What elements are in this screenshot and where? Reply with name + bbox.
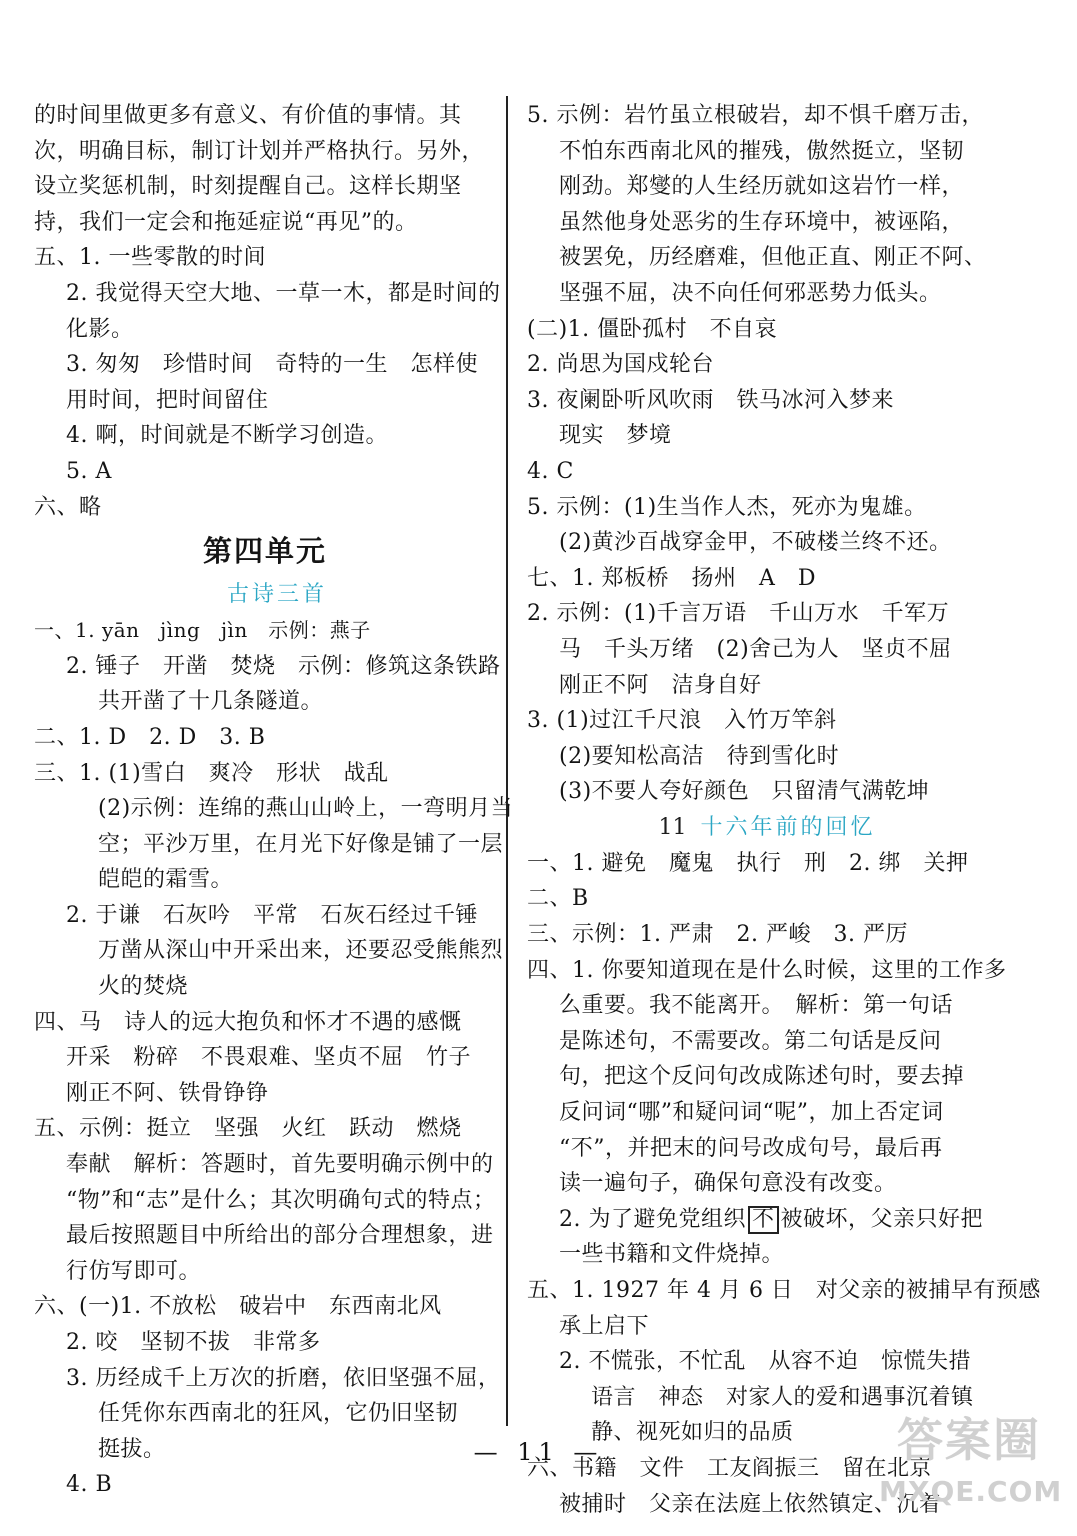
answer-line: 是陈述句，不需要改。第二句话是反问 [559,1028,942,1054]
answer-line: 三、示例：1. 严肃 2. 严峻 3. 严厉 [527,922,908,948]
answer-line: 5. A [66,458,112,484]
answer-line: 一、1. yān jìng jìn 示例：燕子 [34,618,371,643]
answer-line: (2)黄沙百战穿金甲，不破楼兰终不还。 [559,530,952,556]
answer-line: 坚强不屈，决不向任何邪恶势力低头。 [559,280,942,306]
answer-line: 五、示例：挺立 坚强 火红 跃动 燃烧 [34,1116,462,1142]
corrected-character-box: 不 [748,1206,779,1234]
answer-line: 六、书籍 文件 工友阎振三 留在北京 [527,1455,933,1481]
answer-line: 奉献 解析：答题时，首先要明确示例中的 [66,1152,494,1178]
answer-line: 2. 示例：(1)千言万语 千山万水 千军万 [527,601,950,627]
answer-line: 3. 匆匆 珍惜时间 奇特的一生 怎样使 [66,352,478,378]
answer-line: 二、B [527,886,589,912]
watermark-logo [879,1408,1063,1528]
answer-line: 皑皑的霜雪。 [98,867,234,893]
answer-line: (二)1. 僵卧孤村 不自哀 [527,316,778,342]
lesson-title: 古诗三首 [226,582,327,608]
answer-line: 四、马 诗人的远大抱负和怀才不遇的感慨 [34,1009,462,1035]
answer-line: 二、1. D 2. D 3. B [34,724,266,750]
answer-line: 用时间，把时间留住 [66,387,269,413]
answer-line: 空；平沙万里，在月光下好像是铺了一层 [98,831,504,857]
answer-line: 挺拔。 [98,1436,166,1462]
lesson-number: 11 [658,814,687,840]
answer-line: 5. 示例：(1)生当作人杰，死亦为鬼雄。 [527,494,927,520]
answer-line: 2. 于谦 石灰吟 平常 石灰石经过千锤 [66,902,478,928]
answer-line: 4. C [527,458,574,484]
watermark-text: 答案圈 [897,1413,1041,1467]
answer-line: 五、1. 1927 年 4 月 6 日 对父亲的被捕早有预感 [527,1278,1041,1303]
answer-line: 六、略 [34,494,102,520]
answer-line: 任凭你东西南北的狂风，它仍旧坚韧 [98,1401,459,1427]
answer-line: 么重要。我不能离开。 解析：第一句话 [559,993,954,1019]
column-divider [506,96,508,1426]
answer-line: 开采 粉碎 不畏艰难、坚贞不屈 竹子 [66,1045,472,1071]
answer-line: “不”，并把末的问号改成句号，最后再 [559,1135,943,1161]
answer-line: 被捕时 父亲在法庭上依然镇定、沉着 [559,1491,942,1517]
unit-title: 第四单元 [202,534,327,569]
answer-line: 句，把这个反问句改成陈述句时，要去掉 [559,1064,965,1090]
answer-line: 2. 不慌张，不忙乱 从容不迫 惊慌失措 [559,1349,971,1375]
left-column [34,98,514,1503]
answer-line: 四、1. 你要知道现在是什么时候，这里的工作多 [527,957,1007,983]
lesson-title [527,810,1007,846]
answer-line: 三、1. (1)雪白 爽冷 形状 战乱 [34,760,389,786]
answer-line: 3. 夜阑卧听风吹雨 铁马冰河入梦来 [527,387,894,413]
answer-line: 六、(一)1. 不放松 破岩中 东西南北风 [34,1294,442,1320]
answer-line: 虽然他身处恶劣的生存环境中，被诬陷， [559,209,965,235]
watermark-url: MXQE.COM [879,1475,1063,1508]
answer-line: 2. 锤子 开凿 焚烧 示例：修筑这条铁路 [66,653,501,679]
answer-line: 读一遍句子，确保句意没有改变。 [559,1171,897,1197]
lesson-name: 十六年前的回忆 [700,814,876,840]
answer-line: 静、视死如归的品质 [591,1420,794,1446]
answer-line: 五、1. 一些零散的时间 [34,245,266,271]
answer-line: 马 千头万绪 (2)舍己为人 坚贞不屈 [559,636,952,662]
answer-line: 2. 尚思为国戍轮台 [527,352,714,378]
answer-line: 化影。 [66,316,134,342]
answer-line: 次，明确目标，制订计划并严格执行。另外， [34,138,485,164]
answer-line: 3. 历经成千上万次的折磨，依旧坚强不屈， [66,1365,501,1391]
answer-line: 5. 示例：岩竹虽立根破岩，却不惧千磨万击， [527,103,984,128]
answer-line: 刚正不阿 洁身自好 [559,672,762,698]
answer-line: (2)要知松高洁 待到雪化时 [559,743,840,769]
answer-line: 一些书籍和文件烧掉。 [559,1242,785,1268]
answer-line: 被罢免，历经磨难，但他正直、刚正不阿、 [559,245,987,271]
answer-line: 2. 我觉得天空大地、一草一木，都是时间的 [66,280,501,306]
answer-line: 承上启下 [559,1313,650,1339]
answer-line: 共开凿了十几条隧道。 [98,689,324,715]
answer-line: (2)示例：连绵的燕山山岭上，一弯明月当 [98,796,514,822]
answer-line-with-correction [527,1202,1007,1238]
answer-line: 一、1. 避免 魔鬼 执行 刑 2. 绑 关押 [527,850,969,876]
answer-line: 七、1. 郑板桥 扬州 A D [527,565,817,591]
answer-line: 4. B [66,1472,113,1498]
answer-line: “物”和“志”是什么；其次明确句式的特点； [66,1187,496,1213]
right-column [527,98,1041,1522]
answer-text: 被破坏，父亲只好把 [780,1206,984,1232]
answer-line: 刚正不阿、铁骨铮铮 [66,1080,269,1106]
answer-line: 反问词“哪”和疑问词“呢”，加上否定词 [559,1100,944,1126]
answer-line: 3. (1)过江千尺浪 入竹万竿斜 [527,708,837,734]
answer-line: 设立奖惩机制，时刻提醒自己。这样长期坚 [34,174,462,200]
answer-line: (3)不要人夸好颜色 只留清气满乾坤 [559,779,930,805]
answer-line: 行仿写即可。 [66,1258,202,1284]
answer-line: 语言 神态 对家人的爱和遇事沉着镇 [591,1384,974,1410]
answer-line: 持，我们一定会和拖延症说“再见”的。 [34,209,418,235]
answer-line: 现实 梦境 [559,423,672,449]
answer-line: 最后按照题目中所给出的部分合理想象，进 [66,1223,494,1249]
answer-line: 4. 啊，时间就是不断学习创造。 [66,423,388,449]
answer-line: 万凿从深山中开采出来，还要忍受熊熊烈 [98,938,504,964]
answer-line: 2. 咬 坚韧不拔 非常多 [66,1330,321,1355]
answer-text: 2. 为了避免党组织 [559,1206,746,1232]
answer-line: 的时间里做更多有意义、有价值的事情。其 [34,103,462,128]
page-number: — 11 — [473,1438,604,1466]
answer-line: 不怕东西南北风的摧残，傲然挺立，坚韧 [559,138,965,164]
answer-line: 火的焚烧 [98,974,189,1000]
answer-line: 刚劲。郑燮的人生经历就如这岩竹一样， [559,174,965,200]
